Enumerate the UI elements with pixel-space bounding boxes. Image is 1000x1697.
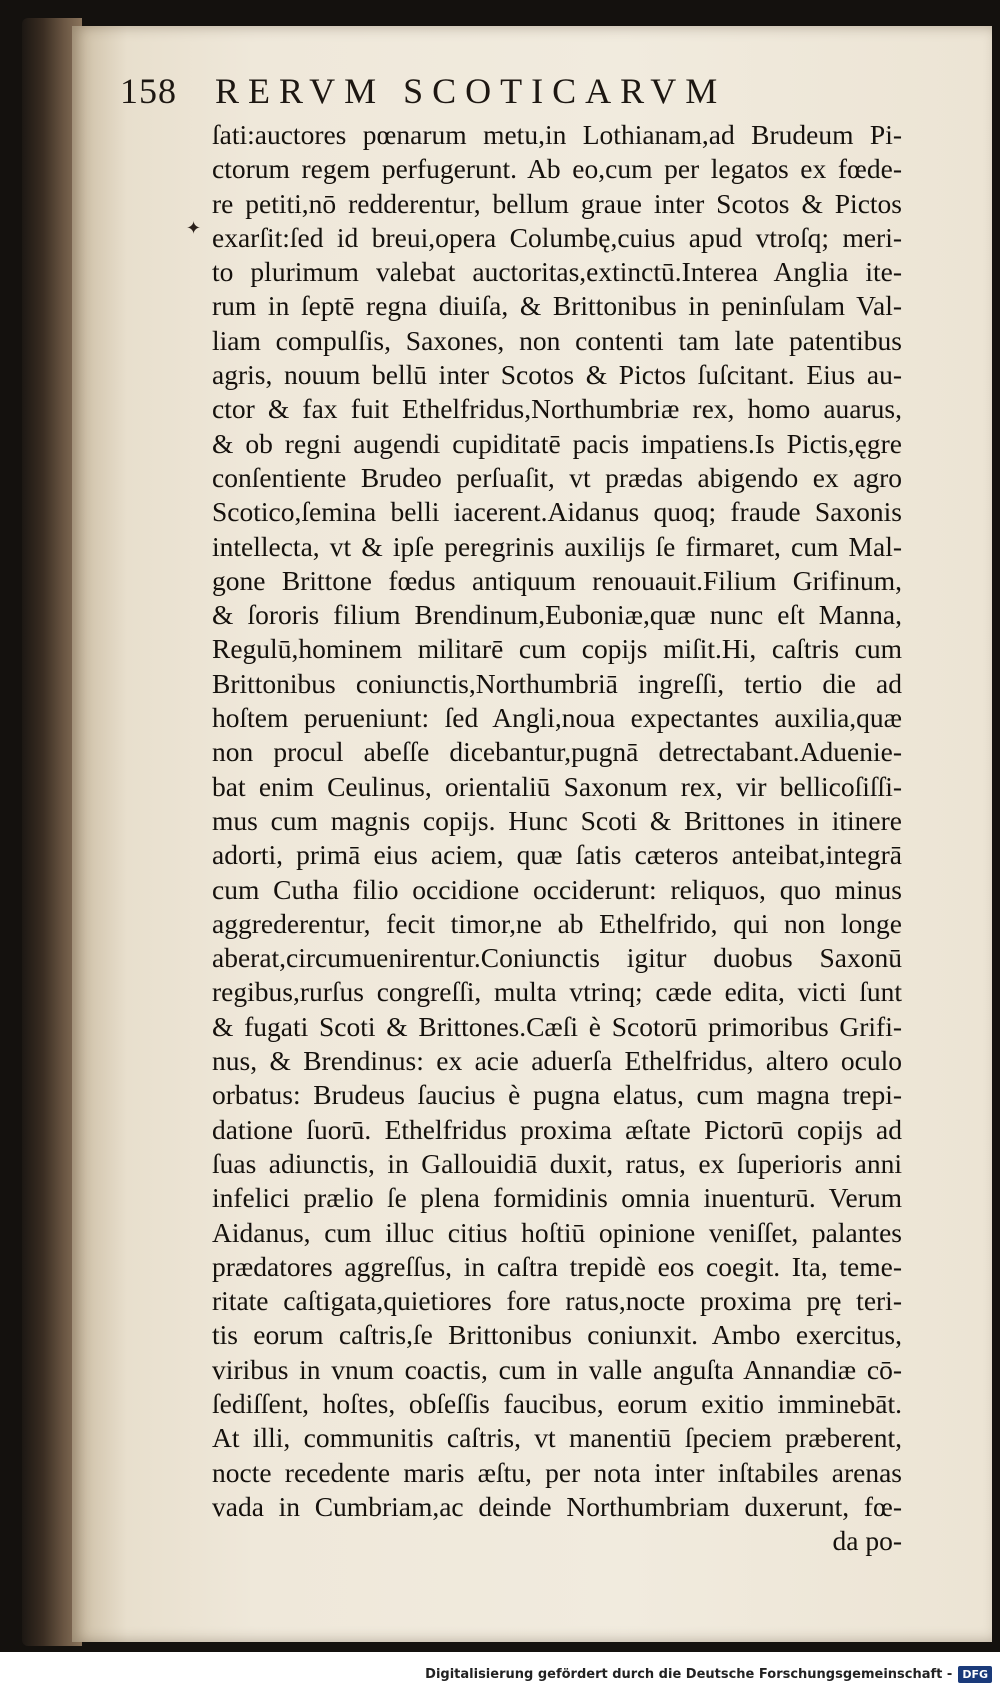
text-line: nus, & Brendinus: ex acie aduerſa Ethelfridus, altero oculo [212,1045,902,1077]
funding-credit: Digitalisierung gefördert durch die Deutsche Forschungsgemeinschaft - [425,1667,953,1682]
text-line: & ſororis filium Brendinum,Euboniæ,quæ nunc eſt Manna, [212,599,902,631]
text-line: adorti, primā eius aciem, quæ ſatis cæteros anteibat,integrā [212,839,902,871]
dfg-logo: DFG [958,1666,992,1683]
text-line: liam compulſis, Saxones, non contenti tam late patentibus [212,324,902,356]
text-line: At illi, communitis caſtris, vt manentiū ſpeciem præberent, [212,1422,902,1454]
text-line: infelici prælio ſe plena formidinis omnia inuenturū. Verum [212,1182,902,1214]
body-text [212,118,902,1558]
text-line: mus cum magnis copijs. Hunc Scoti & Brittones in itinere [212,804,902,836]
text-line: agris, nouum bellū inter Scotos & Pictos ſuſcitant. Eius au- [212,359,902,391]
text-line: nocte recedente maris æſtu, per nota inter inſtabiles arenas [212,1456,902,1488]
page-number: 158 [120,71,177,111]
text-line: rum in ſeptē regna diuiſa, & Brittonibus in peninſulam Val- [212,290,902,322]
text-line: regibus,rurſus congreſſi, multa vtrinq; cæde edita, victi ſunt [212,976,902,1008]
text-line: conſentiente Brudeo perſuaſit, vt prædas abigendo ex agro [212,461,902,493]
text-line: tis eorum caſtris,ſe Brittonibus coniunxit. Ambo exercitus, [212,1319,902,1351]
text-line: & ob regni augendi cupiditatē pacis impatiens.Is Pictis,ęgre [212,427,902,459]
footer-bar [0,1652,1000,1697]
marginal-mark: ✦ [186,218,202,239]
text-line: bat enim Ceulinus, orientaliū Saxonum rex, vir bellicoſiſſi- [212,770,902,802]
text-line: non procul abeſſe dicebantur,pugnā detrectabant.Aduenie- [212,736,902,768]
text-line: ſediſſent, hoſtes, obſeſſis faucibus, eorum exitio imminebāt. [212,1387,902,1419]
text-line: & fugati Scoti & Brittones.Cæſi è Scotorū primoribus Grifi- [212,1010,902,1042]
text-line: Aidanus, cum illuc citius hoſtiū opinione veniſſet, palantes [212,1216,902,1248]
text-line: intellecta, vt & ipſe peregrinis auxilijs ſe firmaret, cum Mal- [212,530,902,562]
text-line: da po- [832,1525,902,1557]
running-head [120,70,900,120]
text-line: ctorum regem perfugerunt. Ab eo,cum per legatos ex fœde- [212,153,902,185]
text-line: aggrederentur, fecit timor,ne ab Ethelfrido, qui non longe [212,907,902,939]
text-line: gone Brittone fœdus antiquum renouauit.Filium Grifinum, [212,564,902,596]
text-line: orbatus: Brudeus ſaucius è pugna elatus, cum magna trepi- [212,1079,902,1111]
text-line: ſuas adiunctis, in Gallouidiā duxit, ratus, ex ſuperioris anni [212,1147,902,1179]
text-line: aberat,circumuenirentur.Coniunctis igitur duobus Saxonū [212,942,902,974]
running-title: RERVM SCOTICARVM [215,71,727,111]
text-line: ſati:auctores pœnarum metu,in Lothianam,ad Brudeum Pi- [212,119,902,150]
text-line: hoſtem perueniunt: ſed Angli,noua expectantes auxilia,quæ [212,702,902,734]
text-line: exarſit:ſed id breui,opera Columbę,cuius apud vtroſq; meri- [212,221,902,253]
text-line: ritate caſtigata,quietiores fore ratus,nocte proxima prę teri- [212,1285,902,1317]
text-line: Brittonibus coniunctis,Northumbriā ingreſſi, tertio die ad [212,667,902,699]
text-line: datione ſuorū. Ethelfridus proxima æſtate Pictorū copijs ad [212,1113,902,1145]
text-line: cum Cutha filio occidione occiderunt: reliquos, quo minus [212,873,902,905]
text-line: re petiti,nō redderentur, bellum graue inter Scotos & Pictos [212,187,902,219]
text-line: Regulū,hominem militarē cum copijs miſit.Hi, caſtris cum [212,633,902,665]
text-line: ctor & fax fuit Ethelfridus,Northumbriæ rex, homo auarus, [212,393,902,425]
text-line: vada in Cumbriam,ac deinde Northumbriam duxerunt, fœ- [212,1490,902,1522]
text-line: Scotico,ſemina belli iacerent.Aidanus quoq; fraude Saxonis [212,496,902,528]
text-line: viribus in vnum coactis, cum in valle anguſta Annandiæ cō- [212,1353,902,1385]
text-line: to plurimum valebat auctoritas,extinctū.Interea Anglia ite- [212,256,902,288]
text-line: prædatores aggreſſus, in caſtra trepidè eos coegit. Ita, teme- [212,1250,902,1282]
